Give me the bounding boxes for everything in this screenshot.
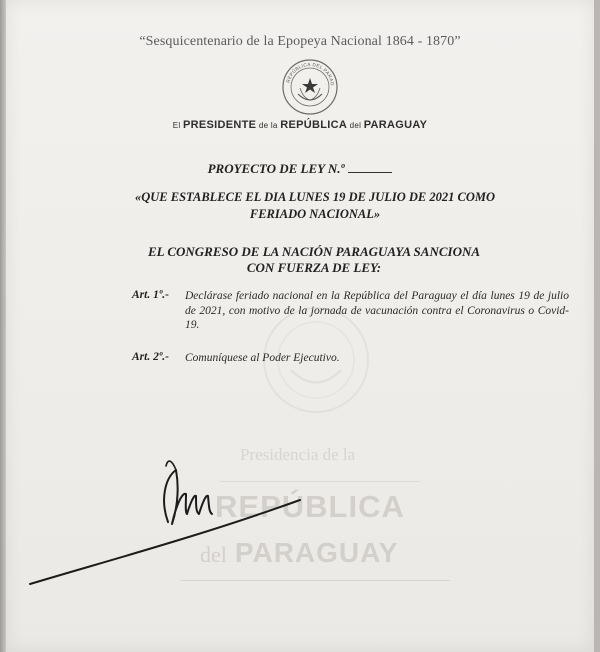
article-2-label: Art. 2º.- <box>132 351 169 363</box>
stamp-line3-paraguay: PARAGUAY <box>234 537 399 568</box>
article-1-label: Art. 1º.- <box>132 289 169 301</box>
letterhead-presidente: PRESIDENTE <box>183 119 257 131</box>
article-1-text: Declárase feriado nacional en la República del Paraguay el día lunes 19 de julio de 2021, con motivo de la jornada de vacunación contra el Coronavirus o Covid-19. <box>185 290 569 331</box>
stamp-line2: REPÚBLICA <box>215 489 405 524</box>
letterhead-de-la: de la <box>256 121 281 130</box>
congress-statement: EL CONGRESO DE LA NACIÓN PARAGUAYA SANCIONA CON FUERZA DE LEY: <box>147 244 481 275</box>
seal-text: REPÚBLICA DEL PARAG <box>285 61 336 87</box>
stamp-line3-del: del <box>200 542 227 567</box>
article-2-text: Comuníquese al Poder Ejecutivo. <box>185 352 340 364</box>
letterhead-del: del <box>347 121 364 130</box>
bill-label: PROYECTO DE LEY N.º <box>207 161 345 176</box>
letterhead-republica: REPÚBLICA <box>280 119 348 131</box>
letterhead-paraguay: PARAGUAY <box>363 119 428 131</box>
letterhead-article: El <box>172 121 183 130</box>
law-title: «QUE ESTABLECE EL DIA LUNES 19 DE JULIO DE 2021 COMO FERIADO NACIONAL» <box>134 190 496 221</box>
commemorative-motto: “Sesquicentenario de la Epopeya Nacional 1864 - 1870” <box>139 34 461 49</box>
stamp-line1: Presidencia de la <box>240 445 356 464</box>
